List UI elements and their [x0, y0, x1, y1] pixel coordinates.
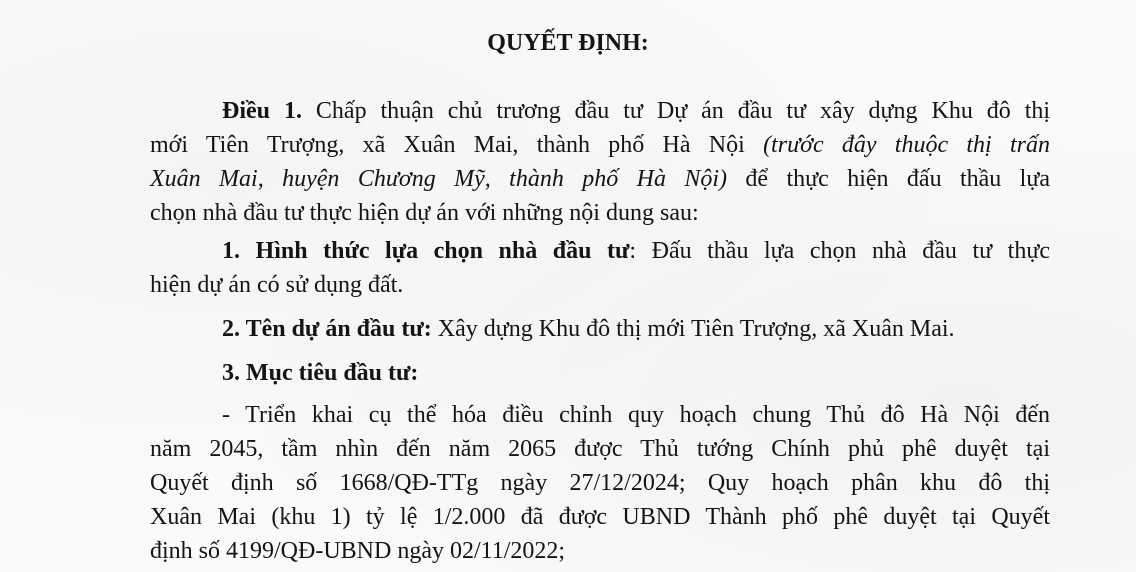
article-1-text-3: để thực hiện đấu thầu lựa — [745, 166, 1051, 192]
item-3-line — [222, 358, 418, 388]
item-1-text-1: : Đấu thầu lựa chọn nhà đầu tư thực — [629, 238, 1050, 264]
item-3-label: 3. Mục tiêu đầu tư: — [222, 360, 419, 386]
item-2-line — [222, 314, 955, 344]
objective-line-1: - Triển khai cụ thể hóa điều chỉnh quy hoạch chung Thủ đô Hà Nội đến — [222, 402, 1050, 428]
article-1-line-1 — [222, 96, 1050, 126]
item-1-label: 1. Hình thức lựa chọn nhà đầu tư — [222, 238, 630, 264]
article-1-line-4: chọn nhà đầu tư thực hiện dự án với những nội dung sau: — [150, 200, 699, 226]
item-1-line-1 — [222, 236, 1050, 266]
objective-line-2: năm 2045, tầm nhìn đến năm 2065 được Thủ tướng Chính phủ phê duyệt tại — [150, 436, 1050, 462]
item-1-text-2: hiện dự án có sử dụng đất. — [150, 272, 404, 298]
objective-line-3: Quyết định số 1668/QĐ-TTg ngày 27/12/2024; Quy hoạch phân khu đô thị — [150, 470, 1050, 496]
objective-line-5: định số 4199/QĐ-UBND ngày 02/11/2022; — [150, 538, 566, 564]
item-2-label: 2. Tên dự án đầu tư: — [222, 316, 432, 342]
article-1-line-3 — [150, 164, 1050, 194]
document-heading: QUYẾT ĐỊNH: — [487, 30, 649, 56]
article-1-italic-2: Xuân Mai, huyện Chương Mỹ, thành phố Hà Nội) — [150, 166, 728, 192]
article-1-italic-1: (trước đây thuộc thị trấn — [763, 132, 1050, 158]
article-1-text-1: Chấp thuận chủ trương đầu tư Dự án đầu tư xây dựng Khu đô thị — [315, 98, 1051, 124]
objective-line-4: Xuân Mai (khu 1) tỷ lệ 1/2.000 đã được UBND Thành phố phê duyệt tại Quyết — [150, 504, 1050, 530]
item-2-text: Xây dựng Khu đô thị mới Tiên Trượng, xã Xuân Mai. — [437, 316, 955, 342]
article-1-line-2 — [150, 130, 1050, 160]
article-1-label: Điều 1. — [222, 98, 302, 124]
article-1-text-2: mới Tiên Trượng, xã Xuân Mai, thành phố Hà Nội — [150, 132, 745, 158]
